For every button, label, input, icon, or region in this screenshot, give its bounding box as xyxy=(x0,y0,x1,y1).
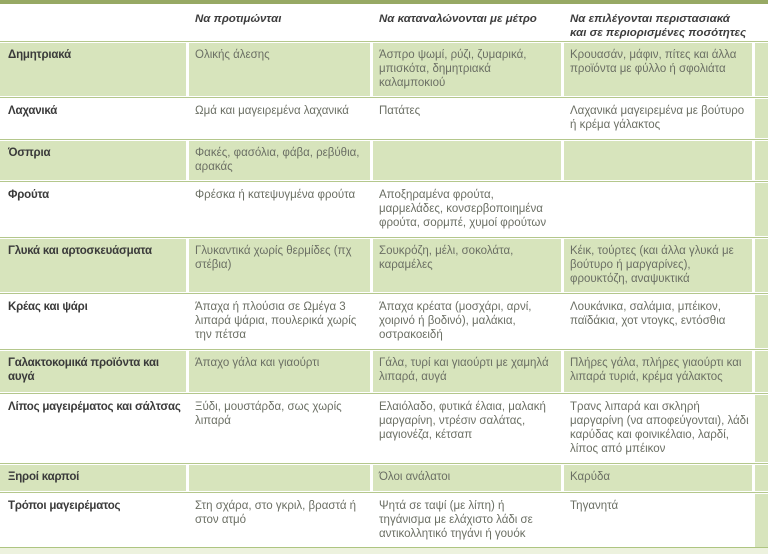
row-category-label: Ξηροί καρποί xyxy=(0,465,186,491)
row-category-label: Λαχανικά xyxy=(0,99,186,138)
prefer-cell xyxy=(189,465,370,491)
table-row xyxy=(0,99,768,138)
row-divider xyxy=(0,491,768,494)
row-edge-band xyxy=(755,465,768,491)
occasional-cell: Λαχανικά μαγειρεμένα με βούτυρο ή κρέμα γάλακτος xyxy=(564,99,752,138)
row-category-label: Όσπρια xyxy=(0,141,186,180)
moderate-cell: Πατάτες xyxy=(373,99,561,138)
table-row xyxy=(0,295,768,348)
table-header-row xyxy=(0,4,768,40)
row-category-label: Γαλακτοκομικά προϊόντα και αυγά xyxy=(0,351,186,392)
moderate-cell: Αποξηραμένα φρούτα, μαρμελάδες, κονσερβοποιημένα φρούτα, σορμπέ, χυμοί φρούτων xyxy=(373,183,561,236)
occasional-cell xyxy=(564,141,752,180)
header-prefer: Να προτιμώνται xyxy=(195,13,282,25)
prefer-cell: Ξύδι, μουστάρδα, σως χωρίς λιπαρά xyxy=(189,395,370,462)
prefer-cell: Φρέσκα ή κατεψυγμένα φρούτα xyxy=(189,183,370,236)
moderate-cell: Γάλα, τυρί και γιαούρτι με χαμηλά λιπαρά, αυγά xyxy=(373,351,561,392)
table-body xyxy=(0,40,768,547)
row-category-label: Λίπος μαγειρέματος και σάλτσας xyxy=(0,395,186,462)
moderate-cell: Άσπρο ψωμί, ρύζι, ζυμαρικά, μπισκότα, δημητριακά καλαμποκιού xyxy=(373,43,561,96)
row-edge-band xyxy=(755,239,768,292)
row-divider xyxy=(0,236,768,239)
row-category-label: Φρούτα xyxy=(0,183,186,236)
row-edge-band xyxy=(755,351,768,392)
row-edge-band xyxy=(755,295,768,348)
row-divider xyxy=(0,392,768,395)
header-moderate: Να καταναλώνονται με μέτρο xyxy=(379,13,537,25)
row-divider xyxy=(0,96,768,99)
row-category-label: Τρόποι μαγειρέματος xyxy=(0,494,186,547)
table-row xyxy=(0,239,768,292)
row-divider xyxy=(0,292,768,295)
row-divider xyxy=(0,462,768,465)
table-row xyxy=(0,43,768,96)
prefer-cell: Άπαχο γάλα και γιαούρτι xyxy=(189,351,370,392)
table-row xyxy=(0,395,768,462)
occasional-cell xyxy=(564,183,752,236)
row-divider xyxy=(0,180,768,183)
prefer-cell: Ολικής άλεσης xyxy=(189,43,370,96)
table-row xyxy=(0,141,768,180)
moderate-cell: Όλοι ανάλατοι xyxy=(373,465,561,491)
row-edge-band xyxy=(755,141,768,180)
moderate-cell xyxy=(373,141,561,180)
moderate-cell: Σουκρόζη, μέλι, σοκολάτα, καραμέλες xyxy=(373,239,561,292)
row-divider xyxy=(0,138,768,141)
row-edge-band xyxy=(755,183,768,236)
row-edge-band xyxy=(755,99,768,138)
prefer-cell: Γλυκαντικά χωρίς θερμίδες (πχ στέβια) xyxy=(189,239,370,292)
row-edge-band xyxy=(755,43,768,96)
header-occasional: Να επιλέγονται περιστασιακά και σε περιορισμένες ποσότητες xyxy=(570,13,747,39)
prefer-cell: Στη σχάρα, στο γκριλ, βραστά ή στον ατμό xyxy=(189,494,370,547)
prefer-cell: Φακές, φασόλια, φάβα, ρεβύθια, αρακάς xyxy=(189,141,370,180)
occasional-cell: Κέικ, τούρτες (και άλλα γλυκά με βούτυρο ή μαργαρίνες), φρουκτόζη, αναψυκτικά xyxy=(564,239,752,292)
table-row xyxy=(0,494,768,547)
prefer-cell: Ωμά και μαγειρεμένα λαχανικά xyxy=(189,99,370,138)
row-category-label: Κρέας και ψάρι xyxy=(0,295,186,348)
row-divider xyxy=(0,40,768,43)
occasional-cell: Λουκάνικα, σαλάμια, μπέικον, παϊδάκια, χοτ ντογκς, εντόσθια xyxy=(564,295,752,348)
row-edge-band xyxy=(755,395,768,462)
moderate-cell: Άπαχα κρέατα (μοσχάρι, αρνί, χοιρινό ή βοδινό), μαλάκια, οστρακοειδή xyxy=(373,295,561,348)
occasional-cell: Τρανς λιπαρά και σκληρή μαργαρίνη (να αποφεύγονται), λάδι καρύδας και φοινικέλαιο, λαρδί, λίπος από μπέικον xyxy=(564,395,752,462)
row-category-label: Δημητριακά xyxy=(0,43,186,96)
prefer-cell: Άπαχα ή πλούσια σε Ωμέγα 3 λιπαρά ψάρια, πουλερικά χωρίς την πέτσα xyxy=(189,295,370,348)
occasional-cell: Κρουασάν, μάφιν, πίτες και άλλα προϊόντα με φύλλο ή σφολιάτα xyxy=(564,43,752,96)
table-row xyxy=(0,183,768,236)
occasional-cell: Τηγανητά xyxy=(564,494,752,547)
table-row xyxy=(0,465,768,491)
occasional-cell: Πλήρες γάλα, πλήρες γιαούρτι και λιπαρά τυριά, κρέμα γάλακτος xyxy=(564,351,752,392)
moderate-cell: Ελαιόλαδο, φυτικά έλαια, μαλακή μαργαρίνη, ντρέσιν σαλάτας, μαγιονέζα, κέτσαπ xyxy=(373,395,561,462)
table-bottom-strip xyxy=(0,547,768,554)
moderate-cell: Ψητά σε ταψί (με λίπη) ή τηγάνισμα με ελάχιστο λάδι σε αντικολλητικό τηγάνι ή γουόκ xyxy=(373,494,561,547)
table-row xyxy=(0,351,768,392)
row-category-label: Γλυκά και αρτοσκευάσματα xyxy=(0,239,186,292)
occasional-cell: Καρύδα xyxy=(564,465,752,491)
row-edge-band xyxy=(755,494,768,547)
row-divider xyxy=(0,348,768,351)
